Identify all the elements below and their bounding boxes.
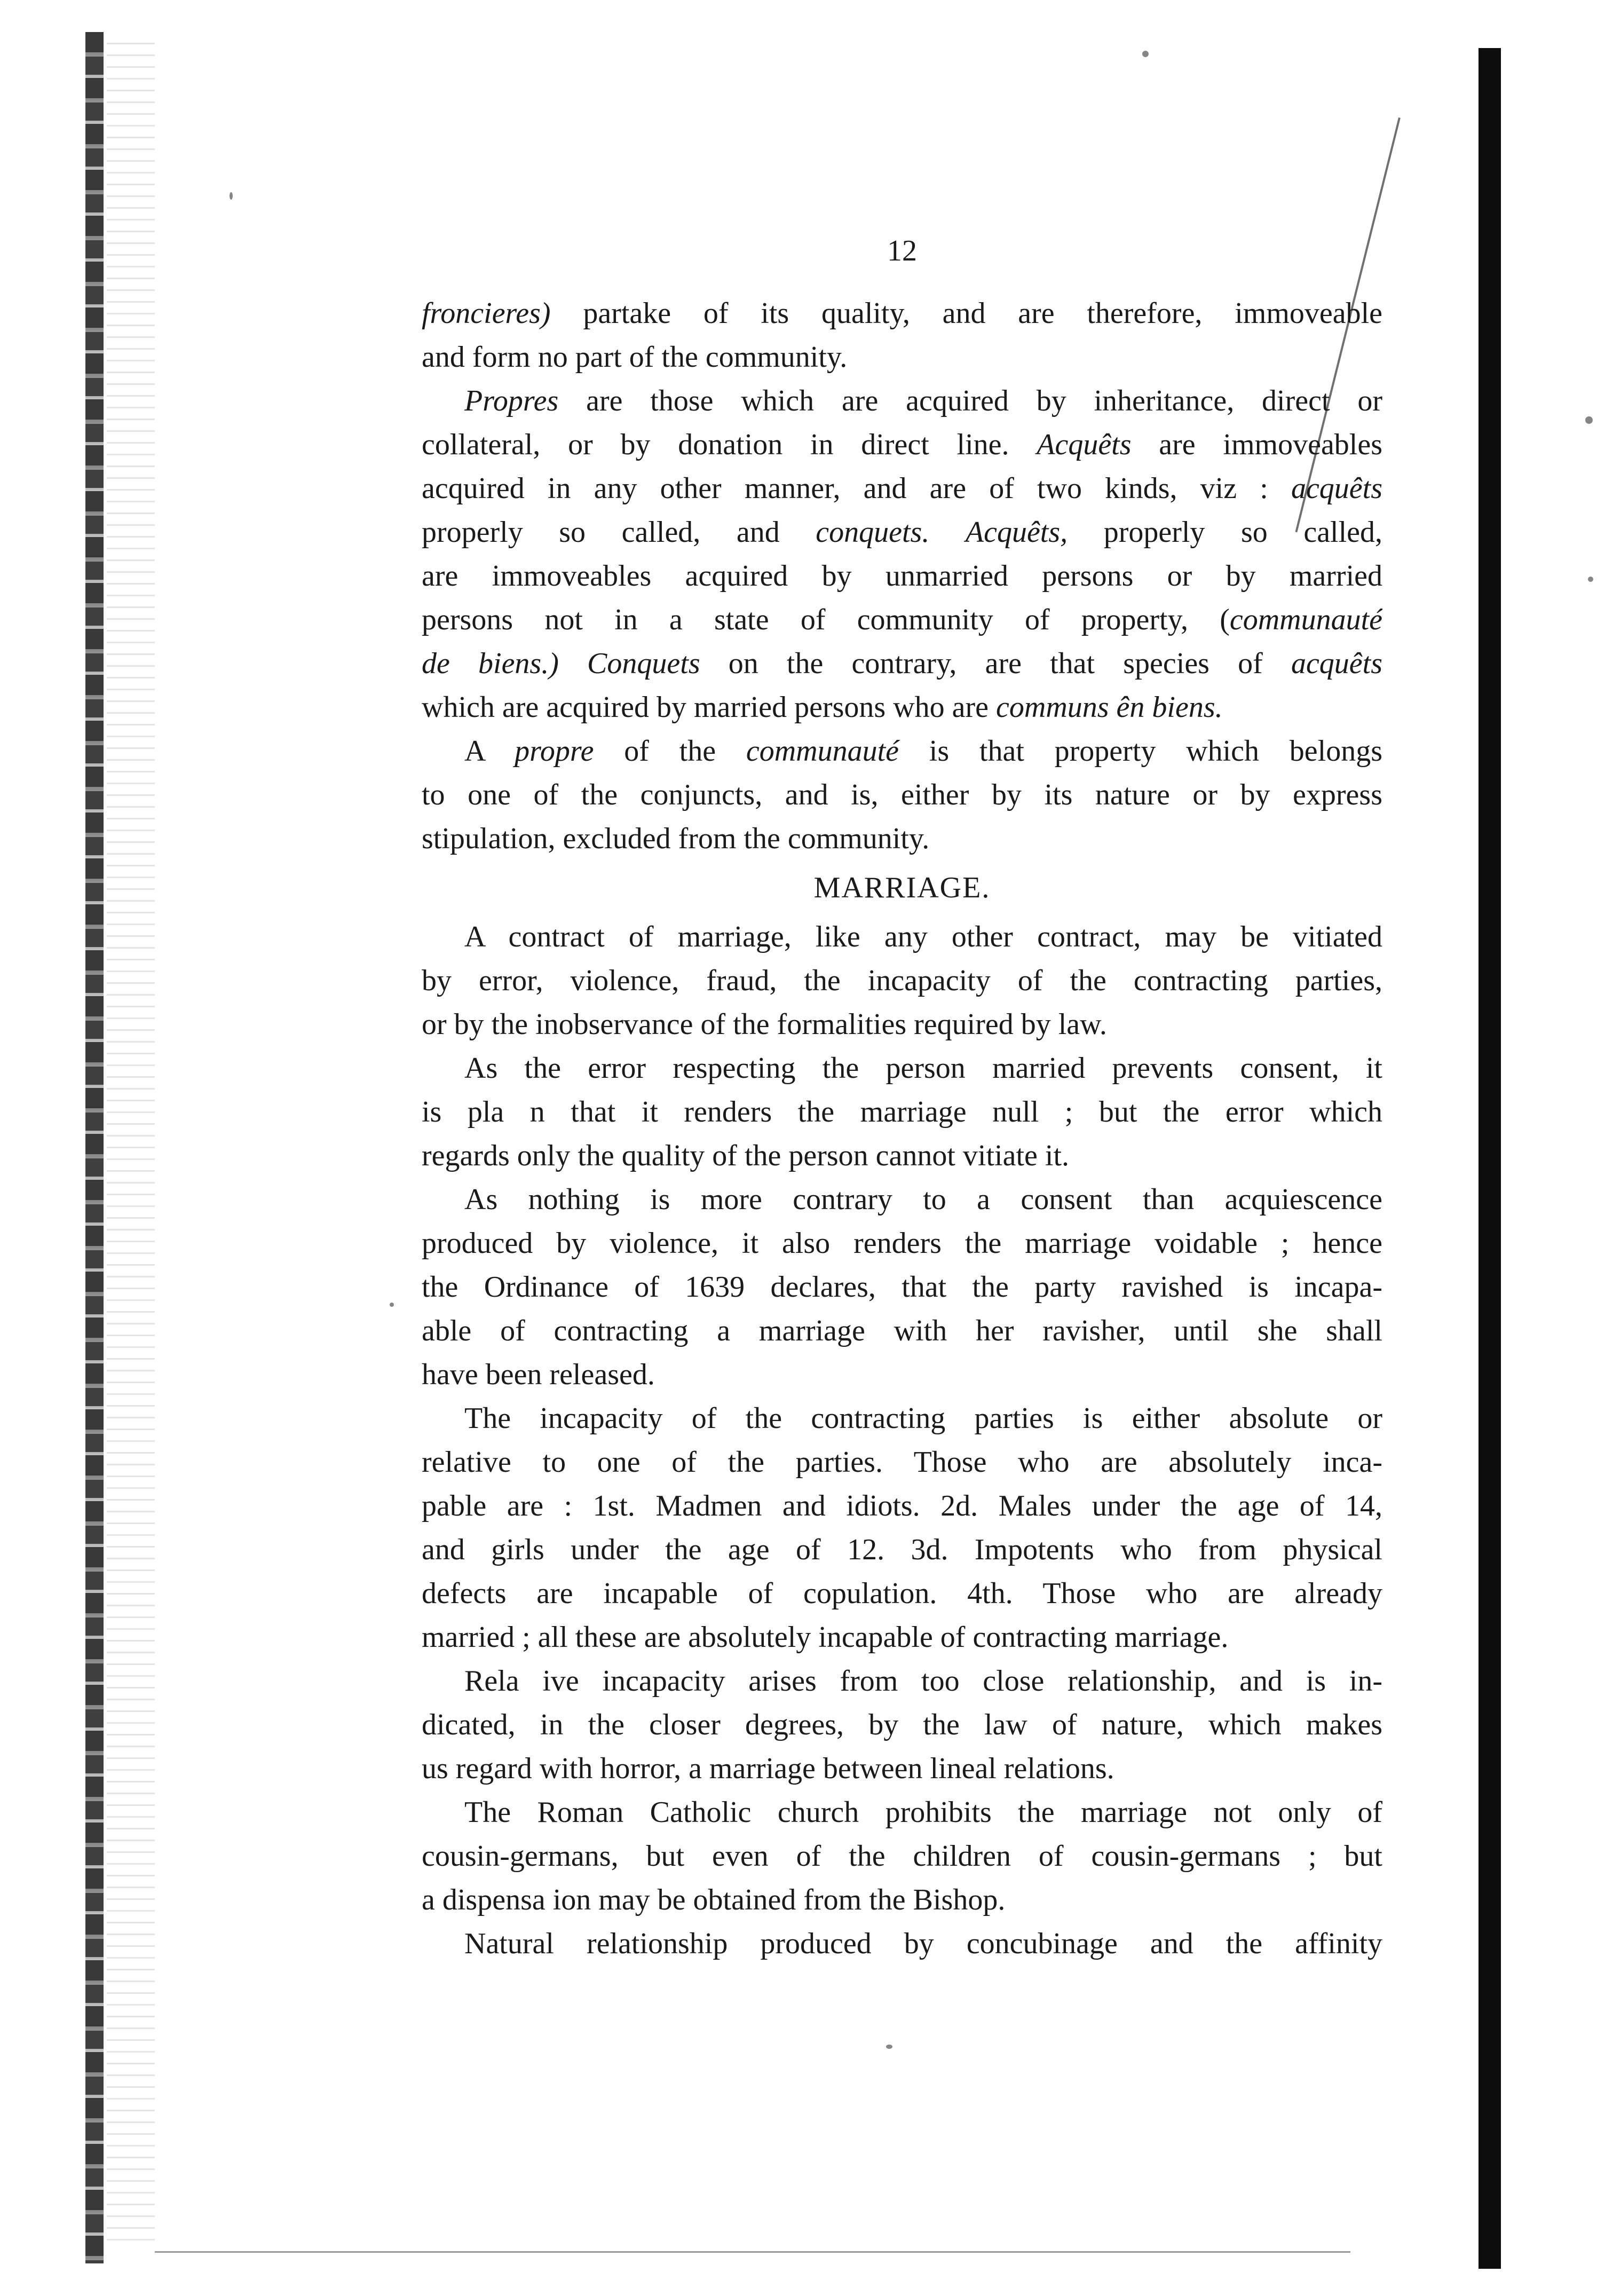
text-run: stipulation, excluded from the community. — [422, 822, 930, 855]
text-run: properly so called, and — [422, 516, 816, 549]
text-run: produced by violence, it also renders the marriage voidable ; hence — [422, 1227, 1382, 1260]
text-line — [422, 1003, 1382, 1046]
text-line — [422, 1134, 1382, 1178]
text-line — [422, 1572, 1382, 1615]
text-run: on the contrary, are that species of — [700, 647, 1291, 680]
text-line — [422, 685, 1382, 729]
text-run: partake of its quality, and are therefore, immoveable — [550, 297, 1382, 330]
text-line — [422, 1484, 1382, 1528]
text-run: the Ordinance of 1639 declares, that the party ravished is incapa- — [422, 1271, 1382, 1304]
text-line — [422, 1396, 1382, 1440]
page-text-body — [422, 291, 1382, 1966]
text-line — [422, 1703, 1382, 1747]
italic-term: Acquêts — [1037, 428, 1132, 461]
scan-speck — [886, 2045, 892, 2049]
italic-term: de biens.) — [422, 647, 559, 680]
scan-speck — [1585, 416, 1593, 424]
page-number: 12 — [887, 234, 917, 267]
italic-term: conquets. — [816, 516, 930, 549]
text-run: is that property which belongs — [899, 735, 1382, 768]
text-line — [422, 1440, 1382, 1484]
text-run: and form no part of the community. — [422, 341, 848, 374]
text-run: are immoveables — [1131, 428, 1382, 461]
text-run: collateral, or by donation in direct line. — [422, 428, 1037, 461]
text-line — [422, 1528, 1382, 1572]
text-run: A contract of marriage, like any other contract, may be vitiated — [464, 920, 1382, 953]
text-line — [422, 729, 1382, 773]
scan-speck — [1588, 577, 1593, 582]
text-run: have been released. — [422, 1358, 655, 1391]
italic-term: Conquets — [587, 647, 700, 680]
italic-term: acquêts — [1291, 472, 1382, 505]
text-run: persons not in a state of community of property, ( — [422, 603, 1230, 636]
text-run: and girls under the age of 12. 3d. Impotents who from physical — [422, 1533, 1382, 1566]
text-run: cousin-germans, but even of the children of cousin-germans ; but — [422, 1840, 1382, 1873]
text-line — [422, 423, 1382, 467]
text-run: acquired in any other manner, and are of two kinds, viz : — [422, 472, 1291, 505]
text-run: or by the inobservance of the formalities required by law. — [422, 1008, 1107, 1041]
italic-term: Propres — [464, 384, 559, 417]
text-line — [422, 773, 1382, 817]
text-line — [422, 554, 1382, 598]
page-bottom-rule — [155, 2251, 1350, 2253]
text-line — [422, 1659, 1382, 1703]
binding-gutter-noise — [107, 43, 155, 2242]
text-line — [422, 915, 1382, 959]
text-run: properly so called, — [1068, 516, 1382, 549]
text-run: by error, violence, fraud, the incapacity of the contracting parties, — [422, 964, 1382, 997]
italic-term: propre — [515, 735, 594, 768]
document-page — [422, 230, 1382, 1966]
text-line — [422, 467, 1382, 510]
scan-speck — [230, 192, 233, 200]
text-run: relative to one of the parties. Those who are absolutely inca- — [422, 1446, 1382, 1479]
scan-speck — [1142, 51, 1149, 57]
text-run: Natural relationship produced by concubinage and the affinity — [464, 1927, 1382, 1960]
page-edge-shadow — [1479, 48, 1501, 2269]
text-run: which are acquired by married persons who are — [422, 691, 997, 724]
text-line — [422, 1615, 1382, 1659]
italic-term: communs ên biens. — [996, 691, 1223, 724]
text-run — [929, 516, 966, 549]
text-run: regards only the quality of the person cannot vitiate it. — [422, 1139, 1069, 1172]
text-line — [422, 1353, 1382, 1396]
text-line — [422, 1178, 1382, 1221]
text-line — [422, 959, 1382, 1003]
text-line — [422, 1309, 1382, 1353]
text-line — [422, 642, 1382, 685]
text-run: Rela ive incapacity arises from too close relationship, and is in- — [464, 1664, 1382, 1698]
text-line — [422, 598, 1382, 642]
text-line — [422, 1046, 1382, 1090]
text-line — [422, 817, 1382, 861]
section-heading: MARRIAGE. — [813, 871, 991, 904]
text-run: is pla n that it renders the marriage null ; but the error which — [422, 1095, 1382, 1129]
text-line — [422, 1747, 1382, 1790]
text-line — [422, 379, 1382, 423]
text-run: The Roman Catholic church prohibits the marriage not only of — [464, 1796, 1382, 1829]
italic-term: Acquêts, — [965, 516, 1068, 549]
text-run: married ; all these are absolutely incapable of contracting marriage. — [422, 1621, 1229, 1654]
italic-term: communauté — [1229, 603, 1382, 636]
text-run: are those which are acquired by inheritance, direct or — [558, 384, 1382, 417]
text-line — [422, 1922, 1382, 1966]
text-line — [422, 1834, 1382, 1878]
text-line — [422, 1265, 1382, 1309]
text-line — [422, 510, 1382, 554]
text-line — [422, 1221, 1382, 1265]
italic-term: froncieres) — [422, 297, 551, 330]
text-line — [422, 1878, 1382, 1922]
text-line — [422, 335, 1382, 379]
text-run: of the — [594, 735, 746, 768]
text-run — [559, 647, 587, 680]
italic-term: acquêts — [1291, 647, 1382, 680]
text-run: us regard with horror, a marriage between lineal relations. — [422, 1752, 1114, 1785]
text-line — [422, 291, 1382, 335]
text-run: pable are : 1st. Madmen and idiots. 2d. Males under the age of 14, — [422, 1489, 1382, 1522]
text-run: a dispensa ion may be obtained from the Bishop. — [422, 1883, 1006, 1916]
text-run: As nothing is more contrary to a consent than acquiescence — [464, 1183, 1382, 1216]
text-run: able of contracting a marriage with her ravisher, until she shall — [422, 1314, 1382, 1347]
scan-speck — [390, 1303, 394, 1307]
text-run: As the error respecting the person married prevents consent, it — [464, 1052, 1382, 1085]
text-run: A — [464, 735, 515, 768]
text-run: defects are incapable of copulation. 4th. Those who are already — [422, 1577, 1382, 1610]
binding-spine-shadow — [85, 32, 104, 2263]
text-run: dicated, in the closer degrees, by the law of nature, which makes — [422, 1708, 1382, 1741]
text-line — [422, 1790, 1382, 1834]
italic-term: communauté — [746, 735, 899, 768]
text-run: The incapacity of the contracting parties is either absolute or — [464, 1402, 1382, 1435]
text-run: are immoveables acquired by unmarried persons or by married — [422, 559, 1382, 593]
text-line — [422, 1090, 1382, 1134]
text-run: to one of the conjuncts, and is, either by its nature or by express — [422, 778, 1382, 811]
